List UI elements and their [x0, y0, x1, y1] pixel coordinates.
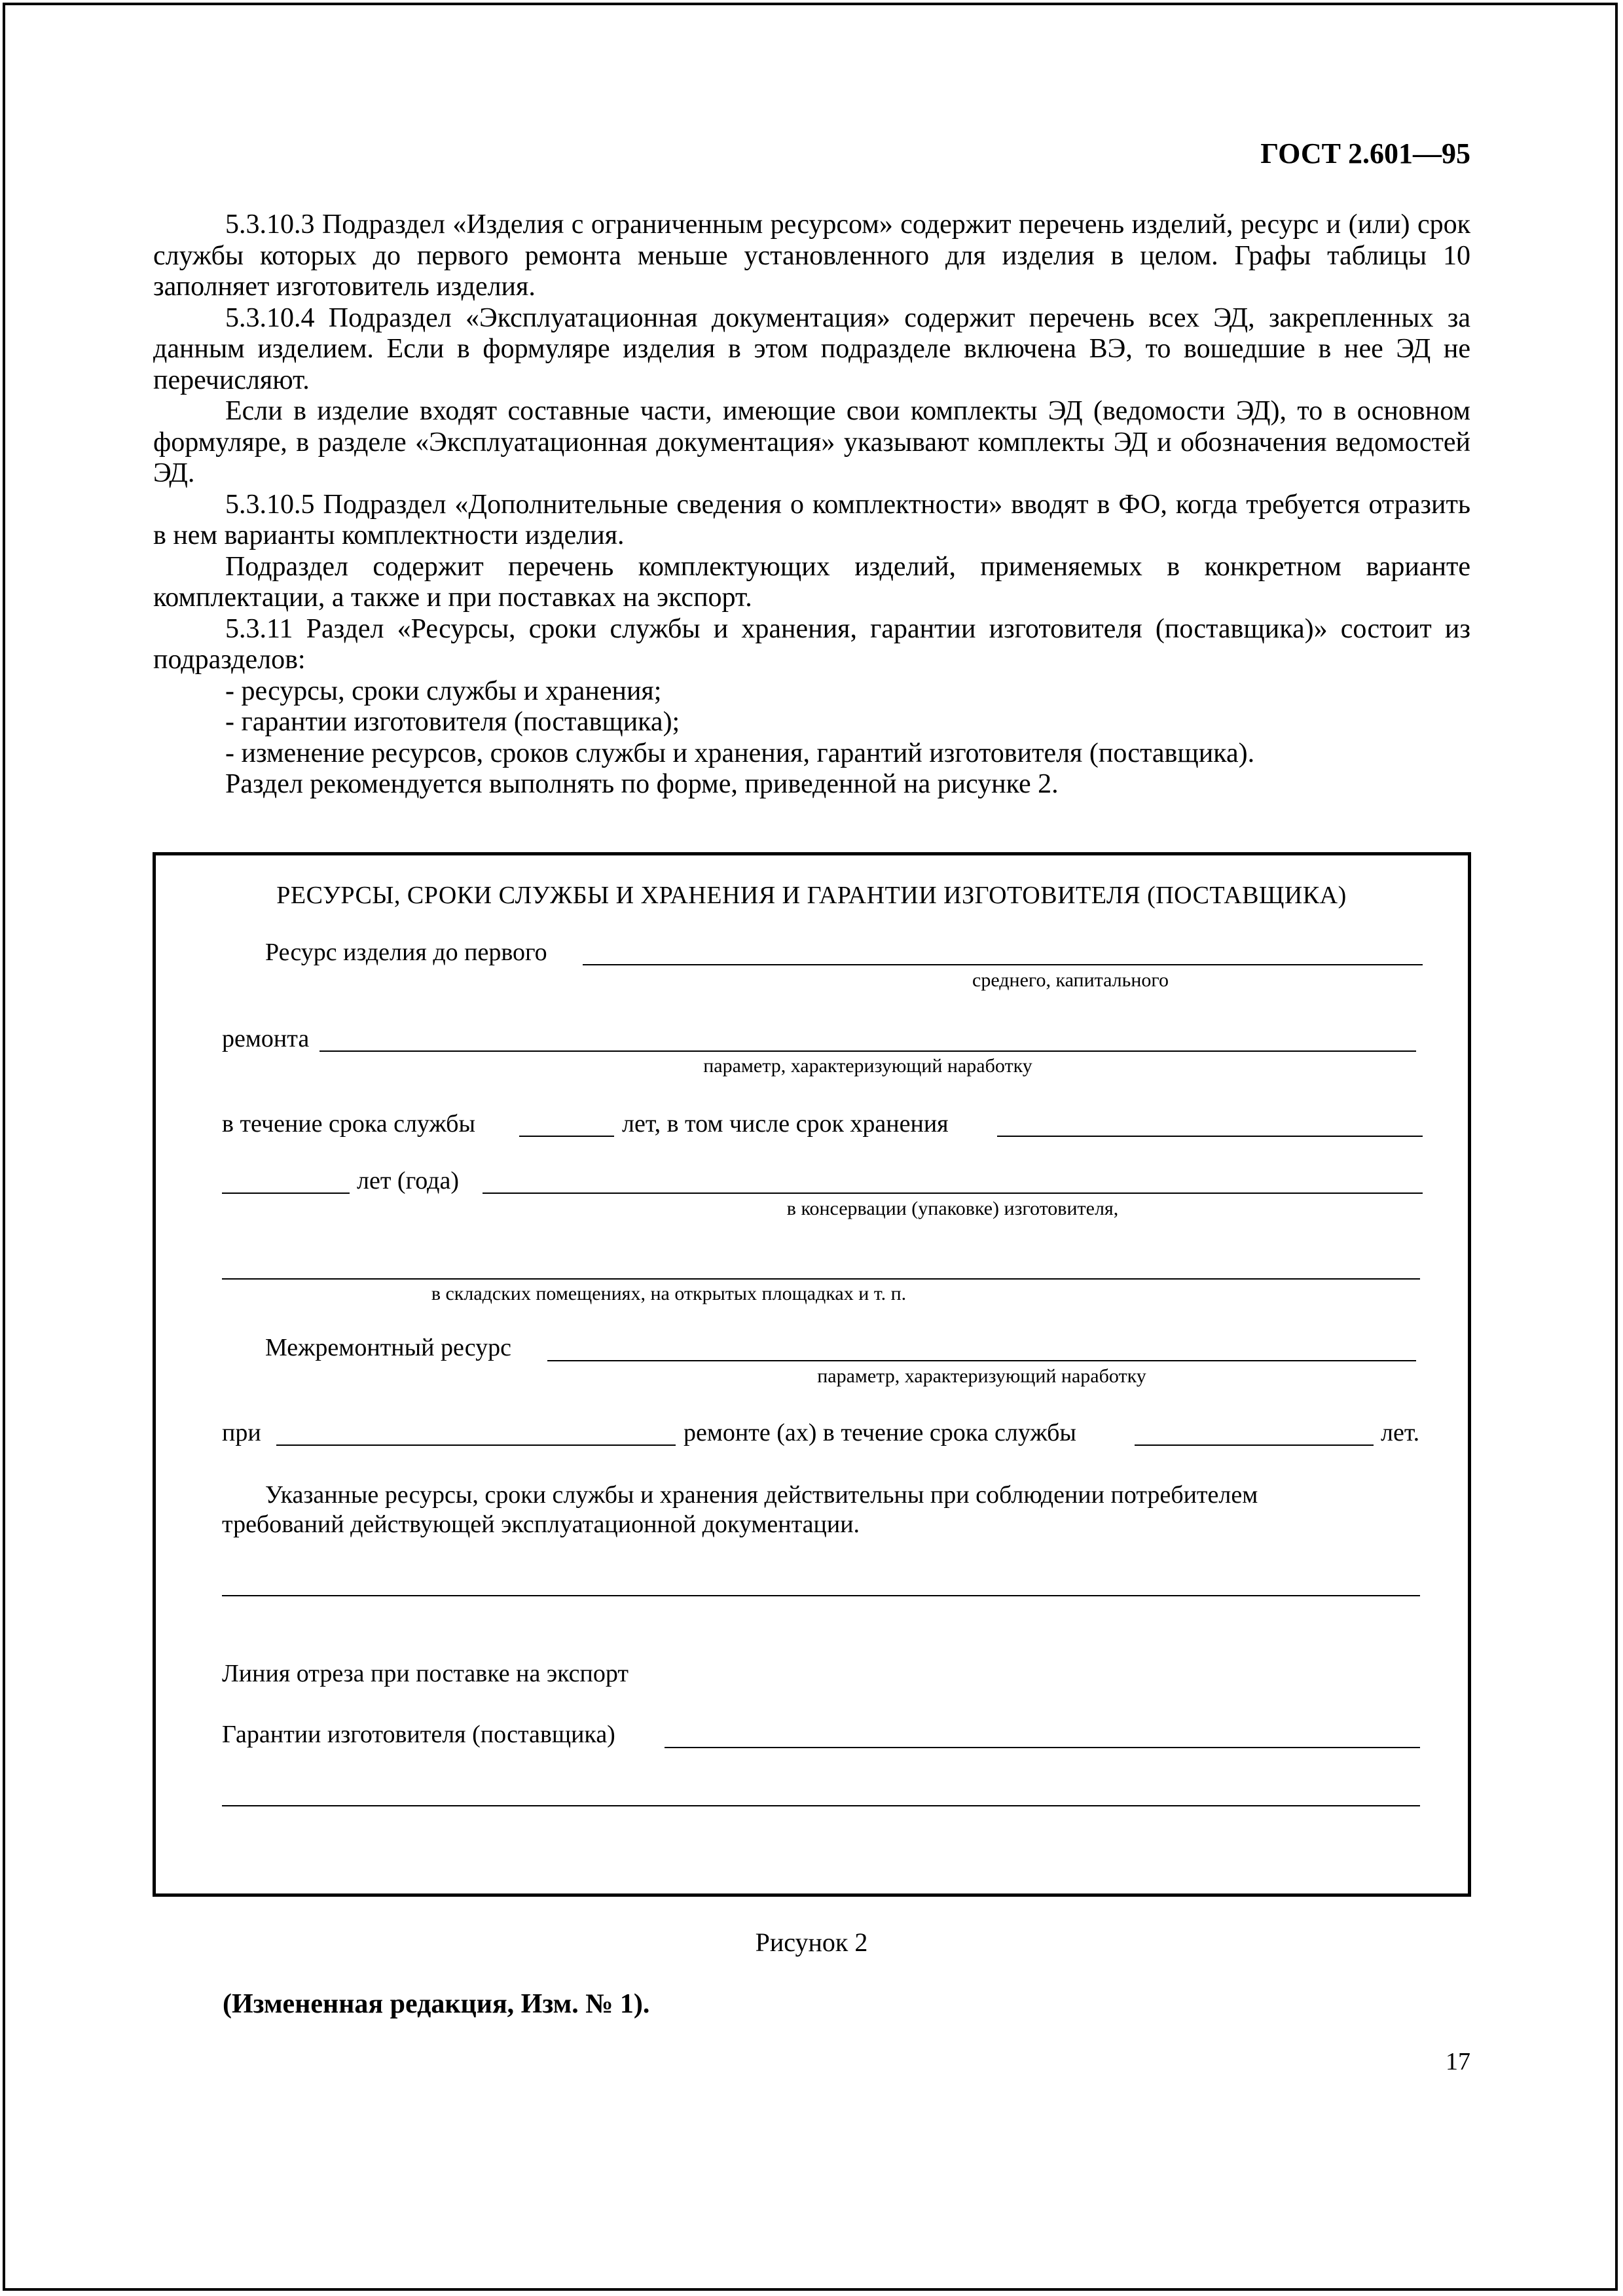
paragraph-components: Если в изделие входят составные части, имеющие свои комплекты ЭД (ведомости ЭД), то в основном формуляре, в разделе «Эксплуатационная документация» указывают комплекты ЭД и обозначения ведомостей ЭД. [153, 396, 1470, 488]
years-label: лет (года) [357, 1167, 459, 1194]
service-years-field[interactable] [519, 1136, 614, 1137]
conservation-hint: в консервации (упаковке) изготовителя, [786, 1198, 1119, 1219]
resource-label: Ресурс изделия до первого [265, 939, 547, 966]
figure-caption: Рисунок 2 [755, 1928, 868, 1957]
repair-count-field[interactable] [276, 1444, 676, 1446]
form-title: РЕСУРСЫ, СРОКИ СЛУЖБЫ И ХРАНЕНИЯ И ГАРАНТИИ ИЗГОТОВИТЕЛЯ (ПОСТАВЩИКА) [276, 882, 1347, 909]
storage-years-field[interactable] [222, 1193, 350, 1194]
repair-parameter-field[interactable] [319, 1050, 1416, 1052]
closing-sentence: Раздел рекомендуется выполнять по форме, приведенной на рисунке 2. [225, 769, 1059, 799]
paragraph-5-3-10-5: 5.3.10.5 Подраздел «Дополнительные сведения о комплектности» вводят в ФО, когда требуется отразить в нем варианты комплектности изделия. [153, 489, 1470, 550]
list-item: - изменение ресурсов, сроков службы и хранения, гарантий изготовителя (поставщика). [225, 738, 1255, 768]
list-item: - гарантии изготовителя (поставщика); [225, 707, 680, 737]
storage-place-field[interactable] [222, 1278, 1420, 1280]
warranty-field-continued[interactable] [222, 1805, 1420, 1806]
service-label: в течение срока службы [222, 1110, 476, 1138]
conservation-field[interactable] [483, 1193, 1423, 1194]
warranty-field[interactable] [665, 1747, 1420, 1748]
list-item: - ресурсы, сроки службы и хранения; [225, 675, 662, 706]
interrepair-service-years-field[interactable] [1135, 1444, 1374, 1446]
resource-hint: среднего, капитального [972, 969, 1169, 991]
validity-text-line-1: Указанные ресурсы, сроки службы и хранения действительны при соблюдении потребителем [265, 1481, 1258, 1509]
validity-text-line-2: требований действующей эксплуатационной документации. [222, 1511, 860, 1538]
document-id: ГОСТ 2.601—95 [1260, 137, 1470, 170]
interrepair-resource-field[interactable] [547, 1360, 1416, 1361]
paragraph-5-3-10-3: 5.3.10.3 Подраздел «Изделия с ограниченным ресурсом» содержит перечень изделий, ресурс и (или) срок службы которых до первого ремонта меньше установленного для изделия в целом. Графы таблицы 10 заполняет изготовитель изделия. [153, 209, 1470, 302]
repairs-service-label: ремонте (ах) в течение срока службы [684, 1419, 1076, 1446]
interrepair-label: Межремонтный ресурс [265, 1334, 512, 1361]
paragraph-5-3-10-4: 5.3.10.4 Подраздел «Эксплуатационная документация» содержит перечень всех ЭД, закрепленных за данным изделием. Если в формуляре изделия в этом подразделе включена ВЭ, то вошедшие в нее ЭД не перечисляют. [153, 302, 1470, 395]
storage-period-field[interactable] [997, 1136, 1423, 1137]
page-number: 17 [1446, 2048, 1470, 2075]
paragraph-subsection-contents: Подраздел содержит перечень комплектующих изделий, применяемых в конкретном варианте комплектации, а также и при поставках на экспорт. [153, 551, 1470, 613]
repair-label: ремонта [222, 1025, 310, 1052]
paragraph-5-3-11: 5.3.11 Раздел «Ресурсы, сроки службы и хранения, гарантии изготовителя (поставщика)» состоит из подразделов: [153, 613, 1470, 675]
cut-line-label: Линия отреза при поставке на экспорт [222, 1660, 629, 1687]
resource-repair-type-field[interactable] [583, 964, 1423, 965]
cut-line [222, 1595, 1420, 1596]
repair-hint: параметр, характеризующий наработку [703, 1055, 1032, 1077]
interrepair-hint: параметр, характеризующий наработку [817, 1365, 1146, 1387]
years-storage-label: лет, в том числе срок хранения [622, 1110, 949, 1138]
revision-note: (Измененная редакция, Изм. № 1). [223, 1989, 650, 2019]
warehouse-hint: в складских помещениях, на открытых площадках и т. п. [431, 1283, 907, 1304]
at-label: при [222, 1419, 261, 1446]
warranty-label: Гарантии изготовителя (поставщика) [222, 1721, 615, 1748]
body-text [153, 209, 1470, 800]
years-end-label: лет. [1381, 1419, 1420, 1446]
